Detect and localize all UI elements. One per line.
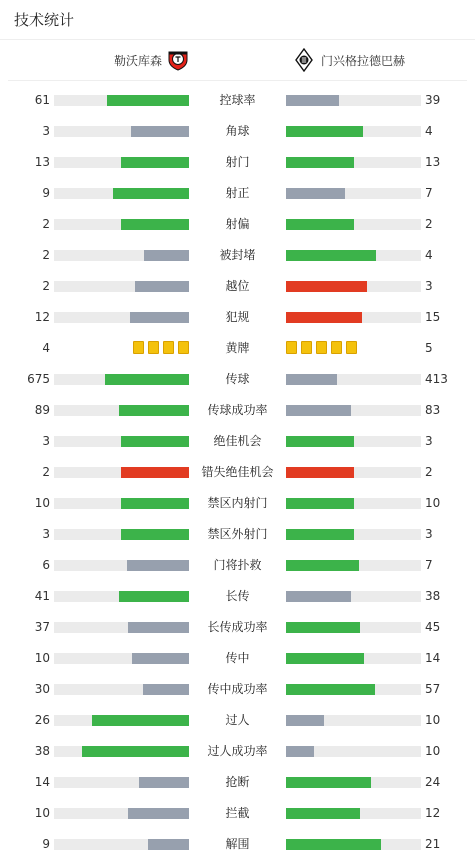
away-stat-value: 14 bbox=[425, 651, 441, 665]
away-stat-value: 2 bbox=[425, 465, 433, 479]
stat-label: 射门 bbox=[225, 155, 250, 169]
leverkusen-crest-icon bbox=[167, 49, 189, 71]
home-stat-bar bbox=[54, 684, 189, 695]
home-stat-bar-fill bbox=[119, 405, 189, 416]
home-stat-bar bbox=[54, 777, 189, 788]
home-stat-value: 14 bbox=[34, 775, 50, 789]
teams-bar bbox=[8, 40, 467, 81]
away-stat-bar-fill bbox=[286, 157, 354, 168]
home-stat-value: 4 bbox=[42, 341, 50, 355]
stat-label: 射偏 bbox=[225, 217, 250, 231]
stat-label: 犯规 bbox=[225, 310, 250, 324]
stat-label: 越位 bbox=[225, 279, 250, 293]
away-stat-value: 4 bbox=[425, 248, 433, 262]
stat-label: 解围 bbox=[225, 837, 250, 851]
stat-row bbox=[0, 612, 475, 643]
home-stat-bar-fill bbox=[127, 560, 189, 571]
stat-label: 过人 bbox=[225, 713, 250, 727]
away-stat-bar bbox=[286, 157, 421, 168]
stat-row bbox=[0, 209, 475, 240]
stat-row bbox=[0, 674, 475, 705]
away-stat-bar bbox=[286, 777, 421, 788]
away-stat-bar bbox=[286, 839, 421, 850]
home-stat-value: 41 bbox=[34, 589, 50, 603]
stat-row bbox=[0, 302, 475, 333]
away-stat-value: 38 bbox=[425, 589, 441, 603]
away-stat-bar-fill bbox=[286, 126, 363, 137]
home-stat-bar bbox=[54, 374, 189, 385]
away-stat-bar-fill bbox=[286, 95, 339, 106]
home-stat-bar-fill bbox=[131, 126, 189, 137]
home-stat-bar-fill bbox=[121, 157, 189, 168]
away-stat-bar-fill bbox=[286, 467, 354, 478]
home-stat-bar-fill bbox=[121, 436, 189, 447]
away-stat-bar-fill bbox=[286, 374, 337, 385]
away-stat-bar-fill bbox=[286, 250, 376, 261]
yellow-card-icon bbox=[148, 341, 159, 354]
home-team[interactable] bbox=[114, 40, 189, 80]
home-stat-bar bbox=[54, 467, 189, 478]
away-stat-bar bbox=[286, 188, 421, 199]
home-stat-bar bbox=[54, 436, 189, 447]
stat-row bbox=[0, 240, 475, 271]
away-stat-value: 21 bbox=[425, 837, 441, 851]
away-stat-bar-fill bbox=[286, 839, 381, 850]
away-stat-bar-fill bbox=[286, 715, 324, 726]
home-stat-bar-fill bbox=[121, 219, 189, 230]
away-stat-bar bbox=[286, 622, 421, 633]
away-stat-value: 3 bbox=[425, 279, 433, 293]
home-stat-bar bbox=[54, 188, 189, 199]
away-stat-bar bbox=[286, 405, 421, 416]
away-stat-value: 3 bbox=[425, 527, 433, 541]
home-stat-bar bbox=[54, 157, 189, 168]
away-yellow-cards bbox=[286, 341, 357, 356]
yellow-card-icon bbox=[331, 341, 342, 354]
home-stat-bar-fill bbox=[113, 188, 189, 199]
away-stat-bar-fill bbox=[286, 560, 359, 571]
stat-label: 抢断 bbox=[225, 775, 250, 789]
yellow-card-icon bbox=[316, 341, 327, 354]
away-stat-value: 413 bbox=[425, 372, 448, 386]
home-stat-bar bbox=[54, 281, 189, 292]
away-stat-bar bbox=[286, 591, 421, 602]
away-stat-value: 45 bbox=[425, 620, 441, 634]
away-stat-bar-fill bbox=[286, 746, 314, 757]
away-stat-value: 5 bbox=[425, 341, 433, 355]
stat-label: 门将扑救 bbox=[213, 558, 262, 572]
stat-row bbox=[0, 705, 475, 736]
home-stat-bar-fill bbox=[121, 498, 189, 509]
away-stat-bar-fill bbox=[286, 777, 371, 788]
stat-label: 传球 bbox=[225, 372, 250, 386]
stats-list bbox=[0, 81, 475, 856]
away-stat-bar-fill bbox=[286, 281, 367, 292]
away-stat-bar bbox=[286, 560, 421, 571]
away-stat-value: 2 bbox=[425, 217, 433, 231]
home-stat-value: 10 bbox=[34, 806, 50, 820]
home-stat-bar bbox=[54, 219, 189, 230]
yellow-card-icon bbox=[133, 341, 144, 354]
home-stat-bar-fill bbox=[130, 312, 189, 323]
stat-label: 传中 bbox=[225, 651, 250, 665]
home-stat-value: 2 bbox=[42, 217, 50, 231]
stat-label: 射正 bbox=[225, 186, 250, 200]
home-stat-bar bbox=[54, 95, 189, 106]
away-stat-bar-fill bbox=[286, 405, 351, 416]
away-stat-bar bbox=[286, 529, 421, 540]
away-stat-value: 15 bbox=[425, 310, 441, 324]
home-stat-value: 10 bbox=[34, 496, 50, 510]
home-stat-bar-fill bbox=[144, 250, 189, 261]
stat-label: 长传 bbox=[225, 589, 250, 603]
home-stat-bar-fill bbox=[105, 374, 189, 385]
away-team[interactable] bbox=[295, 40, 405, 80]
away-stat-bar bbox=[286, 219, 421, 230]
stat-row bbox=[0, 333, 475, 364]
home-stat-bar-fill bbox=[132, 653, 189, 664]
away-stat-bar-fill bbox=[286, 684, 375, 695]
stat-label: 绝佳机会 bbox=[213, 434, 262, 448]
home-stat-bar bbox=[54, 653, 189, 664]
home-stat-bar-fill bbox=[92, 715, 189, 726]
stat-row bbox=[0, 488, 475, 519]
away-stat-bar bbox=[286, 436, 421, 447]
home-stat-bar-fill bbox=[143, 684, 189, 695]
away-stat-value: 10 bbox=[425, 713, 441, 727]
home-stat-bar-fill bbox=[128, 622, 189, 633]
away-stat-bar-fill bbox=[286, 188, 345, 199]
home-stat-value: 12 bbox=[34, 310, 50, 324]
stat-row bbox=[0, 116, 475, 147]
stat-label: 错失绝佳机会 bbox=[201, 465, 274, 479]
home-stat-bar-fill bbox=[135, 281, 189, 292]
home-stat-value: 89 bbox=[34, 403, 50, 417]
stat-row bbox=[0, 271, 475, 302]
home-stat-bar bbox=[54, 312, 189, 323]
away-stat-value: 7 bbox=[425, 186, 433, 200]
home-stat-value: 9 bbox=[42, 186, 50, 200]
away-stat-value: 12 bbox=[425, 806, 441, 820]
away-stat-bar bbox=[286, 715, 421, 726]
away-stat-bar-fill bbox=[286, 498, 354, 509]
away-stat-bar-fill bbox=[286, 529, 354, 540]
stat-row bbox=[0, 519, 475, 550]
stat-label: 禁区外射门 bbox=[207, 527, 268, 541]
away-stat-bar-fill bbox=[286, 312, 362, 323]
away-stat-bar-fill bbox=[286, 653, 364, 664]
home-stat-value: 10 bbox=[34, 651, 50, 665]
home-stat-bar bbox=[54, 839, 189, 850]
away-stat-bar bbox=[286, 498, 421, 509]
home-stat-value: 2 bbox=[42, 248, 50, 262]
stat-row bbox=[0, 364, 475, 395]
stat-row bbox=[0, 550, 475, 581]
away-stat-value: 83 bbox=[425, 403, 441, 417]
away-stat-value: 4 bbox=[425, 124, 433, 138]
home-stat-value: 37 bbox=[34, 620, 50, 634]
stat-label: 角球 bbox=[225, 124, 250, 138]
away-stat-bar bbox=[286, 312, 421, 323]
stat-row bbox=[0, 457, 475, 488]
away-stat-bar-fill bbox=[286, 808, 360, 819]
away-stat-bar bbox=[286, 250, 421, 261]
away-stat-bar bbox=[286, 374, 421, 385]
home-stat-bar-fill bbox=[121, 467, 189, 478]
stat-row bbox=[0, 736, 475, 767]
stat-label: 被封堵 bbox=[219, 248, 256, 262]
stat-label: 禁区内射门 bbox=[207, 496, 268, 510]
home-stat-bar bbox=[54, 405, 189, 416]
home-stat-bar bbox=[54, 560, 189, 571]
away-stat-bar-fill bbox=[286, 622, 360, 633]
yellow-card-icon bbox=[346, 341, 357, 354]
home-stat-bar bbox=[54, 591, 189, 602]
home-stat-bar bbox=[54, 746, 189, 757]
stats-header bbox=[0, 0, 475, 40]
away-stat-bar-fill bbox=[286, 591, 351, 602]
stat-row bbox=[0, 85, 475, 116]
home-stat-bar bbox=[54, 529, 189, 540]
away-stat-value: 10 bbox=[425, 744, 441, 758]
home-stat-value: 38 bbox=[34, 744, 50, 758]
gladbach-crest-icon bbox=[295, 48, 313, 72]
home-stat-bar bbox=[54, 498, 189, 509]
away-stat-value: 7 bbox=[425, 558, 433, 572]
away-stat-value: 3 bbox=[425, 434, 433, 448]
yellow-card-icon bbox=[301, 341, 312, 354]
stat-row bbox=[0, 426, 475, 457]
away-stat-value: 24 bbox=[425, 775, 441, 789]
away-stat-value: 39 bbox=[425, 93, 441, 107]
home-stat-bar-fill bbox=[128, 808, 189, 819]
stat-row bbox=[0, 798, 475, 829]
away-stat-value: 10 bbox=[425, 496, 441, 510]
home-stat-value: 9 bbox=[42, 837, 50, 851]
home-stat-value: 13 bbox=[34, 155, 50, 169]
yellow-card-icon bbox=[163, 341, 174, 354]
home-stat-value: 2 bbox=[42, 465, 50, 479]
away-stat-bar-fill bbox=[286, 219, 354, 230]
home-stat-value: 3 bbox=[42, 124, 50, 138]
away-stat-bar bbox=[286, 746, 421, 757]
away-stat-bar bbox=[286, 653, 421, 664]
stat-label: 控球率 bbox=[219, 93, 256, 107]
stat-label: 拦截 bbox=[225, 806, 250, 820]
home-stat-value: 61 bbox=[34, 93, 50, 107]
home-stat-bar-fill bbox=[148, 839, 189, 850]
away-stat-bar bbox=[286, 281, 421, 292]
away-stat-bar bbox=[286, 467, 421, 478]
page-title: 技术统计 bbox=[14, 11, 75, 29]
away-stat-bar bbox=[286, 95, 421, 106]
stat-label: 黄牌 bbox=[225, 341, 250, 355]
home-stat-value: 26 bbox=[34, 713, 50, 727]
home-stat-bar bbox=[54, 622, 189, 633]
stat-row bbox=[0, 147, 475, 178]
home-stat-bar-fill bbox=[139, 777, 189, 788]
away-stat-bar bbox=[286, 684, 421, 695]
home-stat-value: 6 bbox=[42, 558, 50, 572]
yellow-card-icon bbox=[178, 341, 189, 354]
stat-row bbox=[0, 178, 475, 209]
home-stat-bar bbox=[54, 250, 189, 261]
away-stat-bar bbox=[286, 126, 421, 137]
yellow-card-icon bbox=[286, 341, 297, 354]
away-stat-value: 13 bbox=[425, 155, 441, 169]
away-stat-bar-fill bbox=[286, 436, 354, 447]
stat-label: 过人成功率 bbox=[207, 744, 268, 758]
home-stat-bar-fill bbox=[121, 529, 189, 540]
home-stat-bar-fill bbox=[82, 746, 189, 757]
stat-row bbox=[0, 767, 475, 798]
away-stat-bar bbox=[286, 808, 421, 819]
stat-row bbox=[0, 829, 475, 860]
home-yellow-cards bbox=[133, 341, 189, 356]
stat-label: 传球成功率 bbox=[207, 403, 268, 417]
stat-row bbox=[0, 581, 475, 612]
home-stat-bar-fill bbox=[119, 591, 189, 602]
home-team-name: 勒沃库森 bbox=[114, 53, 163, 68]
stat-label: 长传成功率 bbox=[207, 620, 268, 634]
home-stat-value: 675 bbox=[27, 372, 50, 386]
away-stat-value: 57 bbox=[425, 682, 441, 696]
stat-row bbox=[0, 395, 475, 426]
home-stat-value: 3 bbox=[42, 434, 50, 448]
home-stat-value: 2 bbox=[42, 279, 50, 293]
home-stat-value: 30 bbox=[34, 682, 50, 696]
home-stat-value: 3 bbox=[42, 527, 50, 541]
home-stat-bar bbox=[54, 126, 189, 137]
home-stat-bar-fill bbox=[107, 95, 189, 106]
away-team-name: 门兴格拉德巴赫 bbox=[321, 53, 406, 68]
stat-row bbox=[0, 643, 475, 674]
home-stat-bar bbox=[54, 808, 189, 819]
home-stat-bar bbox=[54, 715, 189, 726]
stat-label: 传中成功率 bbox=[207, 682, 268, 696]
